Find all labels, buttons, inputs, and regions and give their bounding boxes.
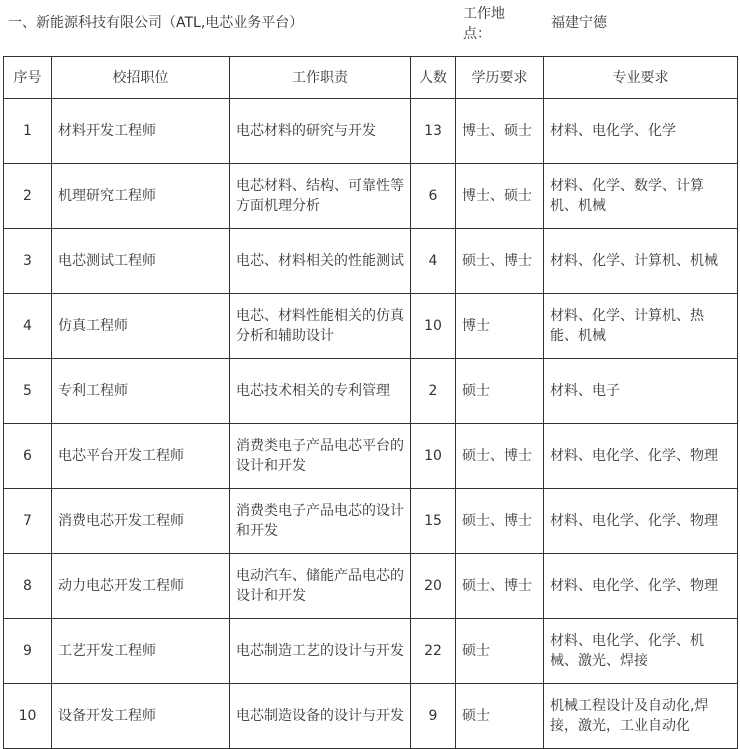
table-row — [4, 489, 738, 554]
location-label: 工作地点： — [463, 6, 505, 42]
cell-degree: 硕士 — [456, 359, 544, 424]
table-row — [4, 684, 738, 749]
col-header-no: 序号 — [4, 57, 52, 99]
cell-degree: 博士、硕士 — [456, 164, 544, 229]
company-title: 一、新能源科技有限公司（ATL,电芯业务平台） — [8, 15, 304, 31]
cell-duty: 电芯材料、结构、可靠性等方面机理分析 — [230, 164, 411, 229]
cell-degree: 硕士、博士 — [456, 489, 544, 554]
cell-major: 材料、化学、数学、计算机、机械 — [544, 164, 738, 229]
cell-no: 1 — [4, 99, 52, 164]
cell-count: 15 — [411, 489, 456, 554]
cell-position: 电芯平台开发工程师 — [52, 424, 230, 489]
cell-major: 材料、化学、计算机、机械 — [544, 229, 738, 294]
cell-position: 材料开发工程师 — [52, 99, 230, 164]
cell-major: 材料、电化学、化学、物理 — [544, 554, 738, 619]
cell-no: 5 — [4, 359, 52, 424]
cell-major: 材料、电子 — [544, 359, 738, 424]
col-header-degree: 学历要求 — [456, 57, 544, 99]
cell-position: 设备开发工程师 — [52, 684, 230, 749]
table-row — [4, 229, 738, 294]
cell-major: 材料、电化学、化学、物理 — [544, 424, 738, 489]
cell-count: 10 — [411, 424, 456, 489]
cell-count: 6 — [411, 164, 456, 229]
cell-degree: 硕士、博士 — [456, 424, 544, 489]
col-header-duty: 工作职责 — [230, 57, 411, 99]
cell-major: 材料、电化学、化学、机械、激光、焊接 — [544, 619, 738, 684]
col-header-position: 校招职位 — [52, 57, 230, 99]
cell-duty: 电芯材料的研究与开发 — [230, 99, 411, 164]
cell-count: 20 — [411, 554, 456, 619]
cell-no: 6 — [4, 424, 52, 489]
cell-no: 8 — [4, 554, 52, 619]
table-row — [4, 619, 738, 684]
cell-position: 专利工程师 — [52, 359, 230, 424]
col-header-major: 专业要求 — [544, 57, 738, 99]
cell-no: 3 — [4, 229, 52, 294]
cell-duty: 电芯、材料相关的性能测试 — [230, 229, 411, 294]
cell-no: 7 — [4, 489, 52, 554]
cell-no: 2 — [4, 164, 52, 229]
cell-no: 9 — [4, 619, 52, 684]
col-header-count: 人数 — [411, 57, 456, 99]
table-header-row — [4, 57, 738, 99]
location-value: 福建宁德 — [551, 15, 607, 31]
cell-duty: 消费类电子产品电芯平台的设计和开发 — [230, 424, 411, 489]
table-row — [4, 424, 738, 489]
table-row — [4, 554, 738, 619]
cell-duty: 电芯制造设备的设计与开发 — [230, 684, 411, 749]
table-row — [4, 164, 738, 229]
table-row — [4, 294, 738, 359]
cell-count: 2 — [411, 359, 456, 424]
cell-position: 电芯测试工程师 — [52, 229, 230, 294]
cell-degree: 硕士 — [456, 619, 544, 684]
cell-major: 机械工程设计及自动化,焊接，激光，工业自动化 — [544, 684, 738, 749]
cell-major: 材料、化学、计算机、热能、机械 — [544, 294, 738, 359]
cell-duty: 消费类电子产品电芯的设计和开发 — [230, 489, 411, 554]
cell-count: 22 — [411, 619, 456, 684]
cell-degree: 硕士、博士 — [456, 229, 544, 294]
cell-no: 4 — [4, 294, 52, 359]
cell-degree: 硕士、博士 — [456, 554, 544, 619]
cell-no: 10 — [4, 684, 52, 749]
cell-count: 4 — [411, 229, 456, 294]
cell-position: 消费电芯开发工程师 — [52, 489, 230, 554]
cell-duty: 电芯技术相关的专利管理 — [230, 359, 411, 424]
cell-count: 9 — [411, 684, 456, 749]
cell-duty: 电动汽车、储能产品电芯的设计和开发 — [230, 554, 411, 619]
recruitment-table — [3, 56, 738, 749]
cell-major: 材料、电化学、化学、物理 — [544, 489, 738, 554]
cell-position: 动力电芯开发工程师 — [52, 554, 230, 619]
cell-count: 10 — [411, 294, 456, 359]
table-row — [4, 359, 738, 424]
cell-degree: 硕士 — [456, 684, 544, 749]
cell-degree: 博士、硕士 — [456, 99, 544, 164]
page-header — [0, 0, 740, 56]
cell-position: 仿真工程师 — [52, 294, 230, 359]
cell-major: 材料、电化学、化学 — [544, 99, 738, 164]
cell-duty: 电芯制造工艺的设计与开发 — [230, 619, 411, 684]
cell-count: 13 — [411, 99, 456, 164]
cell-position: 工艺开发工程师 — [52, 619, 230, 684]
cell-duty: 电芯、材料性能相关的仿真分析和辅助设计 — [230, 294, 411, 359]
cell-degree: 博士 — [456, 294, 544, 359]
cell-position: 机理研究工程师 — [52, 164, 230, 229]
table-row — [4, 99, 738, 164]
